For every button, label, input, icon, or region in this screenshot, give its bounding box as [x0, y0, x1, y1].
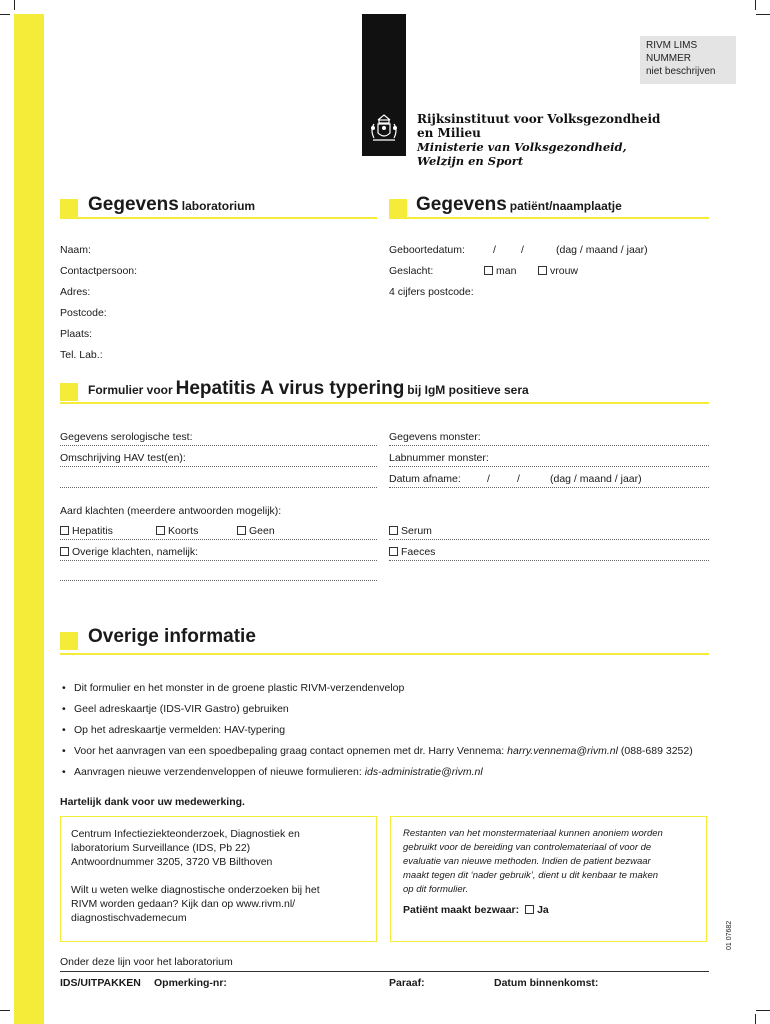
dob-hint: (dag / maand / jaar)	[556, 244, 648, 256]
other-info-title: Overige informatie	[88, 626, 256, 647]
checkbox-icon[interactable]	[156, 526, 165, 535]
info-bullet: • Geel adreskaartje (IDS-VIR Gastro) gebruiken	[62, 703, 289, 715]
info-bullet: • Op het adreskaartje vermelden: HAV-typering	[62, 724, 286, 736]
address-line: Centrum Infectieziekteonderzoek, Diagnostiek en	[71, 828, 300, 840]
consent-line: gebruikt voor de bereiding van controlemateriaal of voor de	[403, 842, 652, 853]
section-marker	[60, 199, 78, 217]
left-yellow-stripe	[14, 14, 44, 1024]
info-line: RIVM worden gedaan? Kijk dan op www.rivm.nl/	[71, 898, 296, 910]
lims-number-box	[640, 36, 736, 84]
complaints-label: Aard klachten (meerdere antwoorden mogelijk):	[60, 505, 282, 517]
form-code: 01 07682	[726, 920, 733, 950]
sex-label: Geslacht:	[389, 265, 434, 277]
logo-line1: Rijksinstituut voor Volksgezondheid	[417, 112, 661, 126]
lab-contact-label: Contactpersoon:	[60, 265, 138, 277]
logo-line3: Ministerie van Volksgezondheid,	[417, 140, 627, 154]
crop-mark	[755, 0, 756, 10]
dotted-line	[389, 466, 709, 467]
sample-date-hint: (dag / maand / jaar)	[550, 473, 642, 485]
form-title: Formulier voor Hepatitis A virus typering bij IgM positieve sera	[88, 378, 529, 399]
address-line: laboratorium Surveillance (IDS, Pb 22)	[71, 842, 251, 854]
checkbox-icon[interactable]	[389, 526, 398, 535]
lims-line2: NUMMER	[646, 53, 691, 64]
complaint-hepatitis[interactable]: Hepatitis	[60, 525, 113, 537]
consent-line: evaluatie van nieuwe methoden. Indien de patient bezwaar	[403, 856, 651, 867]
consent-box	[390, 816, 707, 942]
postcode-4-label: 4 cijfers postcode:	[389, 286, 474, 298]
info-line: diagnostischvademecum	[71, 912, 187, 924]
sex-man-option[interactable]: man	[484, 265, 516, 277]
email-link[interactable]: harry.vennema@rivm.nl	[507, 745, 618, 757]
sample-label: Gegevens monster:	[389, 431, 481, 443]
checkbox-icon[interactable]	[60, 526, 69, 535]
section-marker	[60, 383, 78, 401]
ids-label: IDS/UITPAKKEN	[60, 977, 141, 989]
dotted-line	[60, 539, 377, 540]
dotted-line	[60, 445, 377, 446]
consent-line: op dit formulier.	[403, 884, 469, 895]
hav-test-label: Omschrijving HAV test(en):	[60, 452, 186, 464]
crop-mark	[0, 14, 10, 15]
section-underline	[389, 217, 709, 219]
dotted-line	[60, 487, 377, 488]
info-bullet: • Dit formulier en het monster in de groene plastic RIVM-verzendenvelop	[62, 682, 405, 694]
lab-only-line	[60, 971, 709, 972]
crop-mark	[755, 1014, 756, 1024]
lab-postcode-label: Postcode:	[60, 307, 107, 319]
checkbox-icon[interactable]	[237, 526, 246, 535]
paraaf-label: Paraaf:	[389, 977, 425, 989]
material-serum[interactable]: Serum	[389, 525, 432, 537]
dotted-line	[389, 539, 709, 540]
section-underline	[60, 653, 709, 655]
crop-mark	[756, 1010, 770, 1011]
crest-icon	[364, 108, 404, 148]
dob-slash[interactable]: /	[493, 244, 496, 256]
lab-name-label: Naam:	[60, 244, 91, 256]
sample-date-slash[interactable]: /	[487, 473, 490, 485]
receipt-date-label: Datum binnenkomst:	[494, 977, 599, 989]
dob-label: Geboortedatum:	[389, 244, 465, 256]
section-marker	[60, 632, 78, 650]
logo-line4: Welzijn en Sport	[417, 154, 524, 168]
sample-date-label: Datum afname:	[389, 473, 461, 485]
complaint-koorts[interactable]: Koorts	[156, 525, 198, 537]
consent-line: Restanten van het monstermateriaal kunnen anoniem worden	[403, 828, 663, 839]
complaint-other[interactable]: Overige klachten, namelijk:	[60, 546, 198, 558]
lab-address-label: Adres:	[60, 286, 91, 298]
address-box	[60, 816, 377, 942]
dotted-line	[60, 580, 377, 581]
serology-label: Gegevens serologische test:	[60, 431, 193, 443]
checkbox-icon[interactable]	[60, 547, 69, 556]
thanks-text: Hartelijk dank voor uw medewerking.	[60, 796, 245, 808]
crop-mark	[756, 14, 770, 15]
lab-phone-label: Tel. Lab.:	[60, 349, 103, 361]
section-marker	[389, 199, 407, 217]
dotted-line	[389, 560, 709, 561]
checkbox-icon[interactable]	[389, 547, 398, 556]
lab-city-label: Plaats:	[60, 328, 93, 340]
lims-line3: niet beschrijven	[646, 66, 716, 77]
dotted-line	[389, 487, 709, 488]
checkbox-icon[interactable]	[538, 266, 547, 275]
section-underline	[60, 217, 377, 219]
lab-section-title: Gegevens laboratorium	[88, 194, 256, 215]
checkbox-icon[interactable]	[525, 905, 534, 914]
lab-only-label: Onder deze lijn voor het laboratorium	[60, 956, 233, 968]
complaint-geen[interactable]: Geen	[237, 525, 275, 537]
section-underline	[60, 402, 709, 404]
objection-row: Patiënt maakt bezwaar: Ja	[403, 904, 549, 916]
lims-line1: RIVM LIMS	[646, 40, 698, 51]
logo-text	[417, 112, 660, 168]
info-bullet: • Voor het aanvragen van een spoedbepaling graag contact opnemen met dr. Harry Vennema: harry.vennema@rivm.nl (088-689 3252)	[62, 745, 693, 757]
material-faeces[interactable]: Faeces	[389, 546, 435, 558]
crop-mark	[0, 1010, 10, 1011]
sex-vrouw-option[interactable]: vrouw	[538, 265, 578, 277]
email-link[interactable]: ids-administratie@rivm.nl	[364, 766, 483, 778]
patient-section-title: Gegevens patiënt/naamplaatje	[416, 194, 622, 215]
consent-line: maakt tegen dit ‘nader gebruik’, dient u dit kenbaar te maken	[403, 870, 659, 881]
info-bullet: • Aanvragen nieuwe verzendenveloppen of nieuwe formulieren: ids-administratie@rivm.nl	[62, 766, 483, 778]
dotted-line	[60, 466, 377, 467]
sample-date-slash[interactable]: /	[517, 473, 520, 485]
info-line: Wilt u weten welke diagnostische onderzoeken bij het	[71, 884, 320, 896]
logo-line2: en Milieu	[417, 126, 481, 140]
labnumber-label: Labnummer monster:	[389, 452, 489, 464]
remark-label: Opmerking-nr:	[154, 977, 227, 989]
crop-mark	[14, 0, 15, 10]
dotted-line	[389, 445, 709, 446]
address-line: Antwoordnummer 3205, 3720 VB Bilthoven	[71, 856, 273, 868]
checkbox-icon[interactable]	[484, 266, 493, 275]
dotted-line	[60, 560, 377, 561]
dob-slash[interactable]: /	[521, 244, 524, 256]
